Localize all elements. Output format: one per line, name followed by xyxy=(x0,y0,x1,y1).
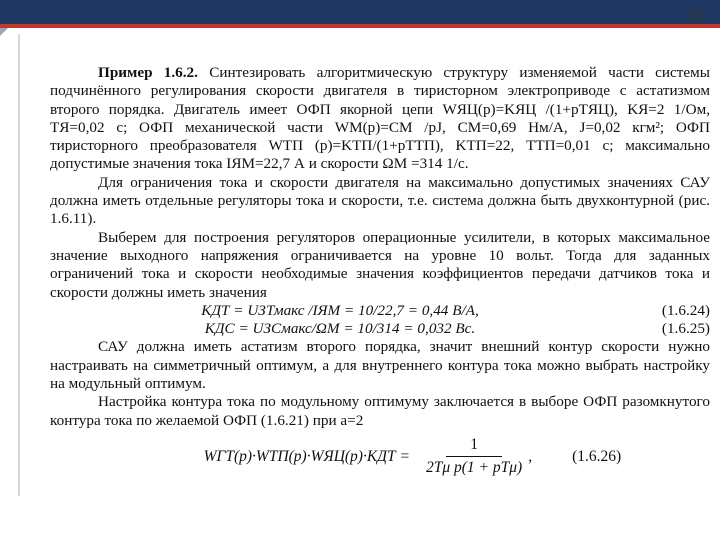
paragraph-5: Настройка контура тока по модульному оптимуму заключается в выборе ОФП разомкнутого контура тока по желаемой ОФП (1.6.21) при a=2 xyxy=(50,393,710,429)
equation-2-number: (1.6.25) xyxy=(661,320,710,338)
equation-2 xyxy=(50,320,710,338)
equation-3 xyxy=(50,436,710,478)
banner-accent-line xyxy=(0,24,720,28)
paragraph-2: Для ограничения тока и скорости двигателя на максимально допустимых значениях САУ должна иметь отдельные регуляторы тока и скорости, т.е. система должна быть двухконтурной (рис. 1.6.11). xyxy=(50,173,710,228)
equation-1 xyxy=(50,302,710,320)
equation-3-lhs: WГТ(p)·WТП(p)·WЯЦ(p)·KДТ = xyxy=(203,447,410,465)
equation-1-body: KДТ = UЗТмакс /IЯМ = 10/22,7 = 0,44 В/А, xyxy=(201,301,479,319)
scan-edge-line xyxy=(18,34,20,496)
slide-number: 35 xyxy=(687,6,706,25)
fraction-denominator: 2Tμ p(1 + pTμ) xyxy=(426,459,523,477)
equation-3-tail: , xyxy=(528,447,533,465)
fraction-numerator: 1 xyxy=(446,436,502,457)
paragraph-1-text: Синтезировать алгоритмическую структуру изменяемой части системы подчинённого регулирования скорости двигателя в тиристорном электроприводе с астатизмом второго порядка. Двигатель имеет ОФП якорной цепи WЯЦ(p)=KЯЦ /(1+pTЯЦ), KЯ=2 1/Ом, TЯ=0,02 с; ОФП механической части WM(p)=CM /pJ, CM=0,69 Нм/А, J=0,02 кгм²; ОФП тиристорного преобразователя WТП (p)=KТП/(1+pTТП), KТП=22, TТП=0,01 с; максимально допустимые значения тока IЯМ=22,7 А и скорости ΩМ =314 1/с. xyxy=(50,64,710,173)
equation-1-number: (1.6.24) xyxy=(661,301,710,319)
equation-2-body: KДС = UЗСмакс/ΩМ = 10/314 = 0,032 Вс. xyxy=(204,320,476,338)
document-body xyxy=(50,64,710,478)
paragraph-4: САУ должна иметь астатизм второго порядка, значит внешний контур скорости нужно настраивать на симметричный оптимум, а для внутреннего контура тока можно выбрать настройку на модульный оптимум. xyxy=(50,338,710,393)
scanned-page xyxy=(18,34,710,496)
equation-3-fraction xyxy=(426,436,522,478)
paragraph-3: Выберем для построения регуляторов операционные усилители, в которых максимальное значение выходного напряжения ограничивается на уровне 10 вольт. Тогда для заданных ограничений тока и скорости необходимые значения коэффициентов передачи датчиков тока и скорости должны иметь значения xyxy=(50,228,710,301)
example-title: Пример 1.6.2. xyxy=(98,64,198,81)
top-banner xyxy=(0,0,720,24)
paragraph-1 xyxy=(50,64,710,174)
equation-3-number: (1.6.26) xyxy=(572,447,622,465)
corner-decoration xyxy=(0,28,8,36)
